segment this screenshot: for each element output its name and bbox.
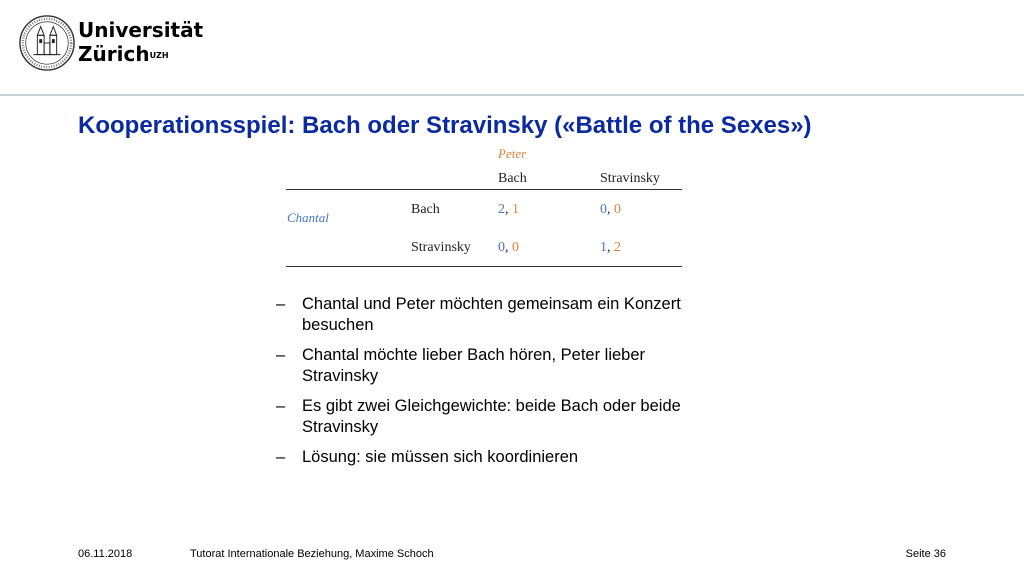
list-item: – Lösung: sie müssen sich koordinieren [276, 448, 579, 466]
column-header-bach: Bach [498, 171, 527, 186]
logo-suffix: UZH [149, 51, 169, 60]
university-logo [14, 12, 204, 76]
table-bottom-rule [286, 266, 682, 267]
bullet-list [276, 294, 706, 477]
slide-title: Kooperationsspiel: Bach oder Stravinsky («Battle of the Sexes») [78, 112, 812, 139]
footer-date: 06.11.2018 [78, 548, 133, 560]
logo-line-1: Universität [78, 18, 204, 42]
bullet-dash: – [276, 346, 286, 364]
table-top-rule [286, 189, 682, 190]
payoff-cell: 1, 2 [600, 240, 621, 255]
column-player-label: Peter [498, 146, 527, 161]
row-header-bach: Bach [411, 202, 440, 217]
university-seal-icon [18, 14, 76, 72]
row-player-label: Chantal [287, 210, 329, 225]
logo-line-2: Zürich$^{UZH}$ [78, 42, 169, 66]
bullet-dash: – [276, 295, 286, 313]
bullet-dash: – [276, 397, 286, 415]
row-header-stravinsky: Stravinsky [411, 240, 471, 255]
payoff-cell: 0, 0 [498, 240, 519, 255]
bullet-dash: – [276, 448, 286, 466]
footer-page-number: Seite 36 [905, 548, 946, 560]
footer-course: Tutorat Internationale Beziehung, Maxime Schoch [190, 548, 434, 560]
payoff-cell: 2, 1 [498, 202, 519, 217]
list-item: – Chantal und Peter möchten gemeinsam ein Konzert besuchen [276, 295, 681, 334]
payoff-cell: 0, 0 [600, 202, 621, 217]
header-divider [0, 94, 1024, 96]
university-wordmark [78, 18, 203, 66]
list-item: – Chantal möchte lieber Bach hören, Peter lieber Stravinsky [276, 346, 646, 385]
column-header-stravinsky: Stravinsky [600, 171, 660, 186]
list-item: – Es gibt zwei Gleichgewichte: beide Bach oder beide Stravinsky [276, 397, 681, 436]
